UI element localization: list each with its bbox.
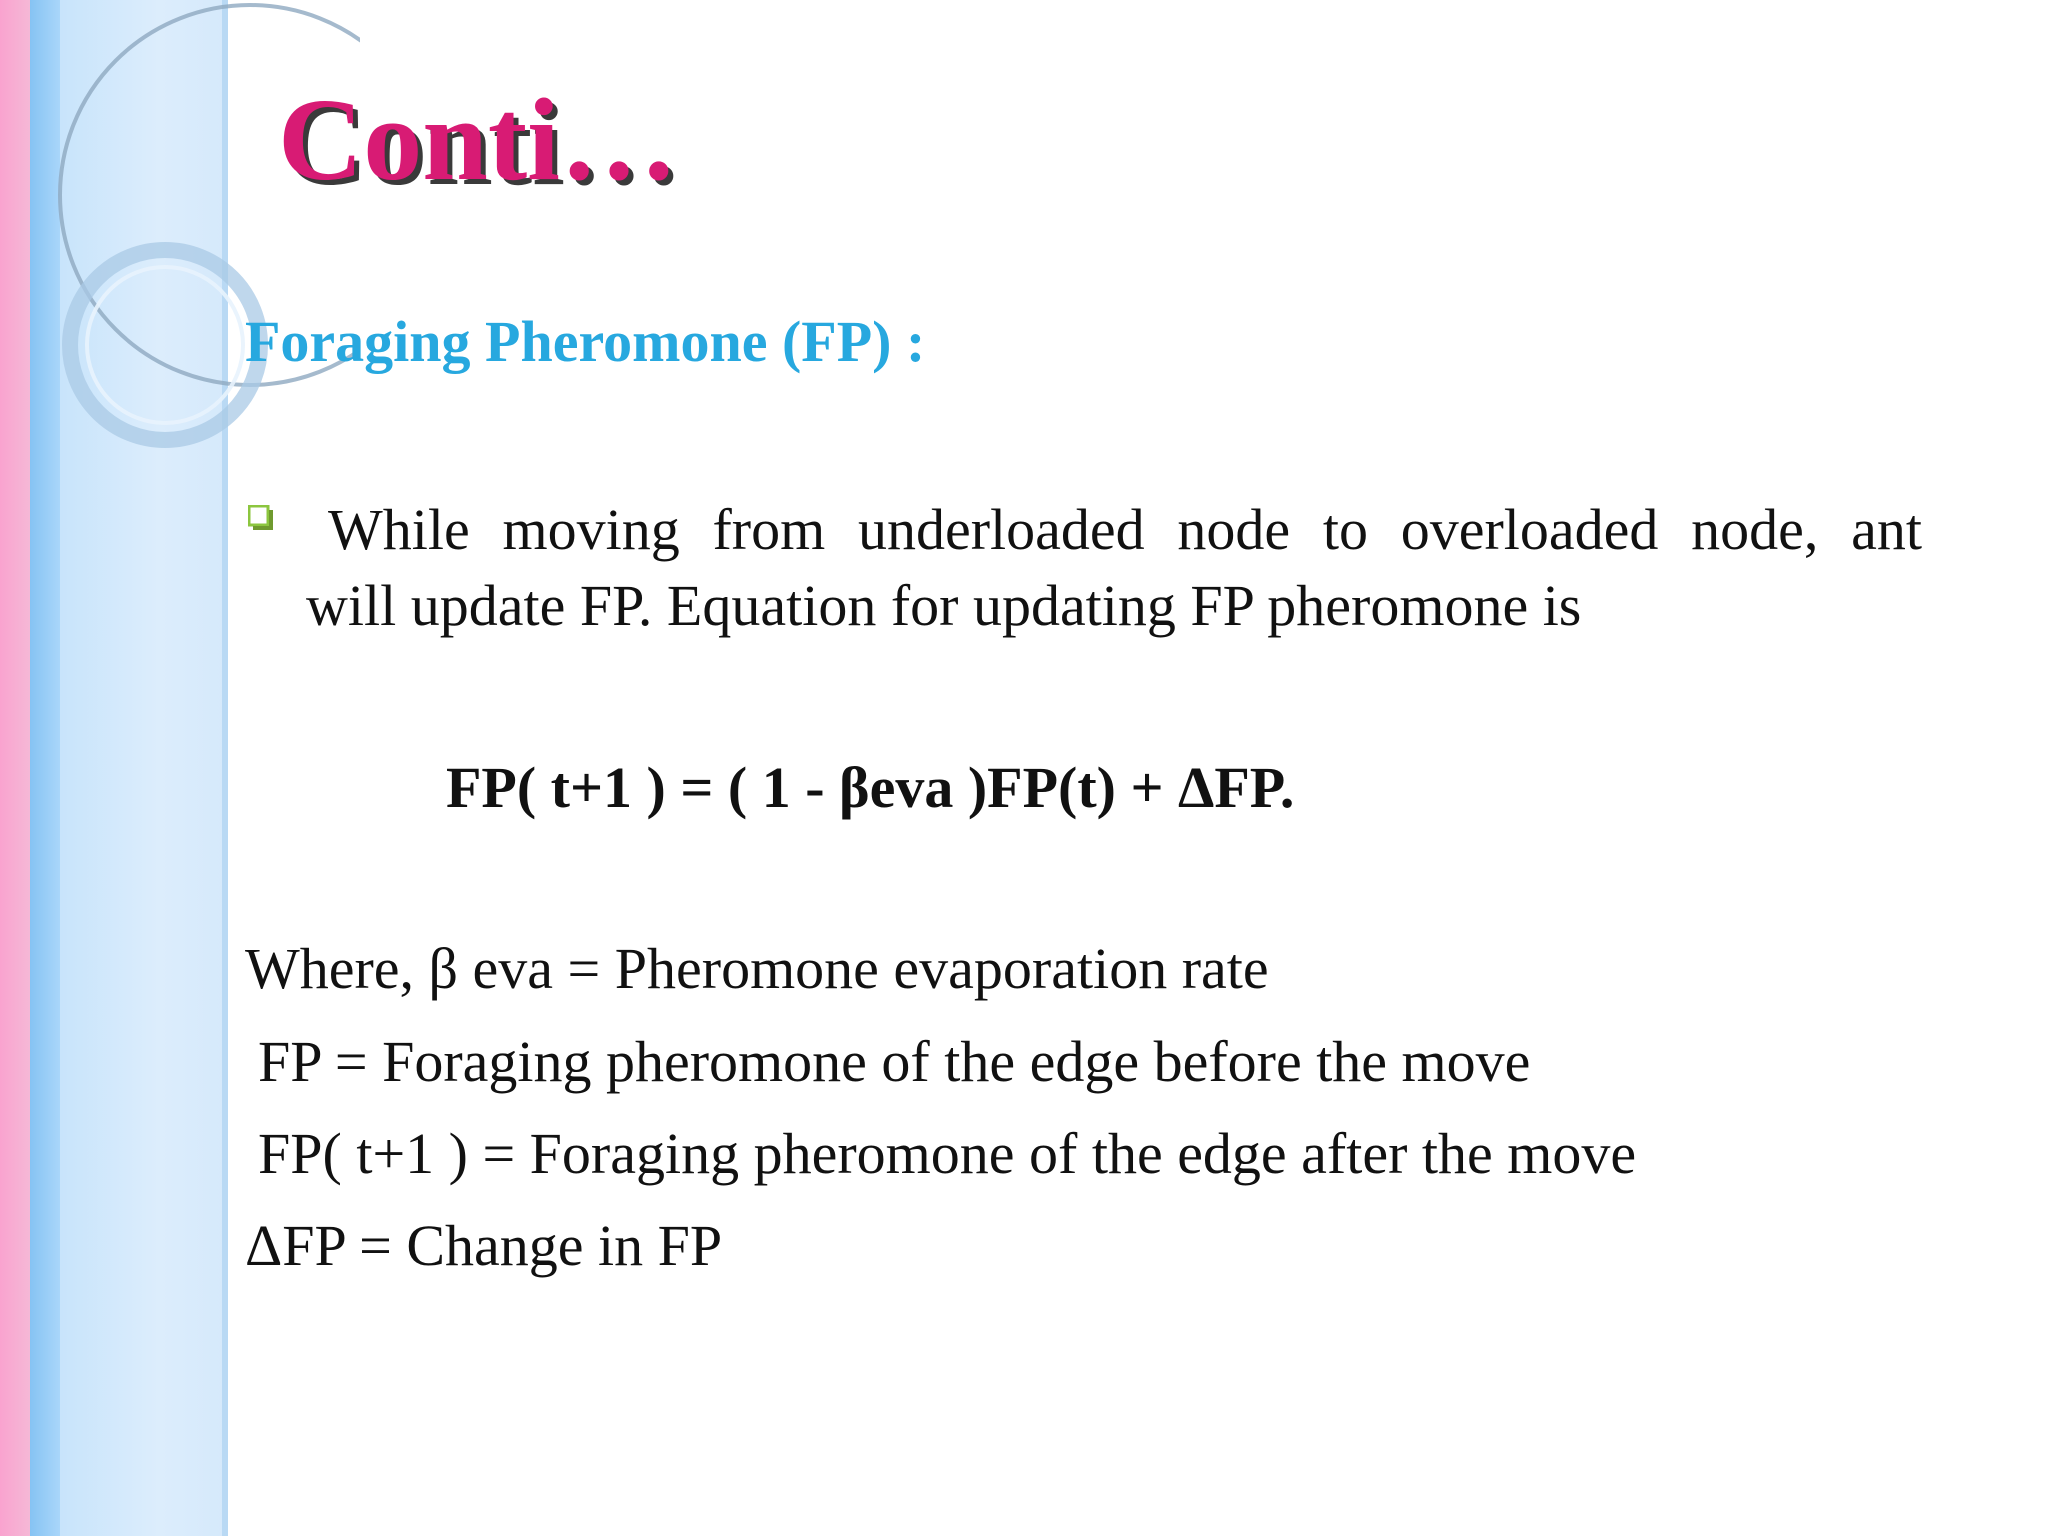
definition-fp-next: FP( t+1 ) = Foraging pheromone of the edge after the move	[258, 1121, 1637, 1186]
slide-title: Conti…	[278, 74, 678, 205]
hollow-square-bullet-icon	[248, 505, 274, 531]
bullet-line-2: will update FP. Equation for updating FP pheromone is	[306, 573, 1582, 638]
bullet-line-1: While moving from underloaded node to overloaded node, ant	[328, 497, 1922, 562]
definition-fp: FP = Foraging pheromone of the edge before the move	[258, 1029, 1531, 1094]
section-heading: Foraging Pheromone (FP) :	[245, 309, 926, 374]
definition-delta-fp: ΔFP = Change in FP	[245, 1213, 723, 1278]
definition-beta: Where, β eva = Pheromone evaporation rate	[245, 936, 1269, 1001]
equation: FP( t+1 ) = ( 1 - βeva )FP(t) + ΔFP.	[446, 755, 1295, 820]
bullet-paragraph	[306, 492, 1926, 644]
